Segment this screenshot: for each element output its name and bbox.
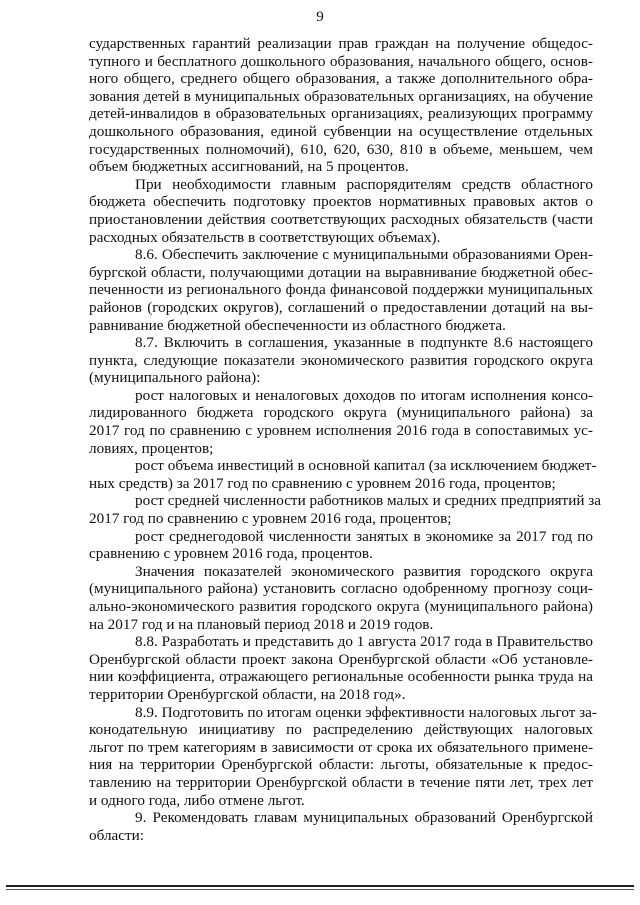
text-line: нии коэффициента, отражающего региональные особенности рынка труда на: [89, 668, 593, 686]
text-line: территории Оренбургской области, на 2018 год».: [89, 685, 406, 703]
text-line: рост налоговых и неналоговых доходов по итогам исполнения консо-: [135, 386, 593, 404]
text-line: расходных обязательств в соответствующих объемах).: [89, 228, 441, 246]
text-line: 2017 год по сравнению с уровнем исполнения 2016 года в сопоставимых ус-: [89, 422, 593, 440]
text-line: ных средств) за 2017 год по сравнению с уровнем 2016 года, процентов;: [89, 474, 556, 492]
paragraph: [89, 457, 597, 492]
page-number: 9: [316, 9, 324, 25]
paragraph: [89, 528, 593, 563]
text-line: При необходимости главным распорядителям средств областного: [135, 175, 593, 193]
paragraph: [89, 176, 593, 246]
text-line: районов (городских округов), соглашений о предоставлении дотаций на вы-: [89, 298, 593, 316]
text-line: 8.7. Включить в соглашения, указанные в подпункте 8.6 настоящего: [135, 334, 593, 352]
text-line: конодательную инициативу по распределению действующих налоговых: [89, 721, 593, 739]
paragraph: [89, 35, 593, 176]
text-line: Оренбургской области проект закона Оренбургской области «Об установле-: [89, 650, 593, 668]
text-line: ально-экономического развития городского округа (муниципального района): [89, 598, 593, 615]
text-line: бюджета обеспечить подготовку проектов нормативных правовых актов о: [89, 193, 593, 211]
text-line: рост среднегодовой численности занятых в экономике за 2017 год по: [135, 527, 593, 545]
text-line: лидированного бюджета городского округа (муниципального района) за: [89, 404, 593, 422]
paragraph: [89, 703, 597, 810]
text-line: (муниципального района):: [89, 369, 261, 387]
text-line: 9. Рекомендовать главам муниципальных образований Оренбургской: [135, 809, 593, 827]
text-line: и одного года, либо отмене льгот.: [89, 791, 305, 809]
text-line: ловиях, процентов;: [89, 439, 214, 457]
paragraph: [89, 563, 593, 633]
text-line: на 2017 год и на плановый период 2018 и 2019 годов.: [89, 615, 434, 633]
text-line: сравнению с уровнем 2016 года, процентов.: [89, 545, 373, 563]
text-line: 8.6. Обеспечить заключение с муниципальными образованиями Орен-: [135, 246, 593, 264]
text-line: льгот по трем категориям в зависимости от срока их обязательного примене-: [89, 738, 593, 756]
text-line: тавлению на территории Оренбургской области в течение пяти лет, трех лет: [89, 773, 593, 791]
text-line: 8.8. Разработать и представить до 1 августа 2017 года в Правительство: [135, 633, 593, 651]
paragraph: [89, 246, 593, 334]
paragraph: [89, 809, 593, 844]
text-line: тупного и бесплатного дошкольного образования, начального общего, основ-: [89, 52, 593, 70]
paragraph: [89, 387, 593, 457]
text-line: ного общего, среднего общего образования, а также дополнительного обра-: [89, 70, 593, 88]
text-line: приостановлении действия соответствующих расходных обязательств (части: [89, 210, 593, 228]
text-line: пункта, следующие показатели экономического развития городского округа: [89, 351, 593, 369]
text-line: 2017 год по сравнению с уровнем 2016 года, процентов;: [89, 510, 452, 528]
text-line: бургской области, получающими дотации на выравнивание бюджетной обес-: [89, 263, 593, 281]
document-body: [89, 35, 601, 844]
text-line: объем бюджетных ассигнований, на 5 процентов.: [89, 158, 409, 176]
paragraph: [89, 492, 601, 528]
text-line: Значения показателей экономического развития городского округа: [135, 562, 593, 580]
text-line: сударственных гарантий реализации прав граждан на получение общедос-: [89, 35, 593, 52]
text-line: зования детей в муниципальных образовательных организациях, на обучение: [89, 87, 593, 105]
text-line: печенности из регионального фонда финансовой поддержки муниципальных: [89, 281, 593, 299]
text-line: равнивание бюджетной обеспеченности из областного бюджета.: [89, 316, 506, 334]
text-line: дошкольного образования, единой субвенции на осуществление отдельных: [89, 122, 593, 140]
bottom-border-line-thin: [6, 889, 634, 890]
paragraph: [89, 334, 593, 387]
text-line: области:: [89, 826, 144, 844]
text-line: рост объема инвестиций в основной капитал (за исключением бюджет-: [135, 457, 597, 475]
text-line: ния на территории Оренбургской области: льготы, обязательные к предос-: [89, 756, 593, 774]
text-line: детей-инвалидов в образовательных организациях, реализующих программу: [89, 105, 593, 123]
text-line: рост средней численности работников малых и средних предприятий за: [135, 492, 601, 510]
paragraph: [89, 633, 593, 703]
bottom-border-line: [6, 885, 634, 887]
text-line: (муниципального района) установить согласно одобренному прогнозу соци-: [89, 580, 593, 598]
text-line: 8.9. Подготовить по итогам оценки эффективности налоговых льгот за-: [135, 703, 597, 721]
text-line: государственных полномочий), 610, 620, 630, 810 в объеме, меньшем, чем: [89, 140, 593, 158]
